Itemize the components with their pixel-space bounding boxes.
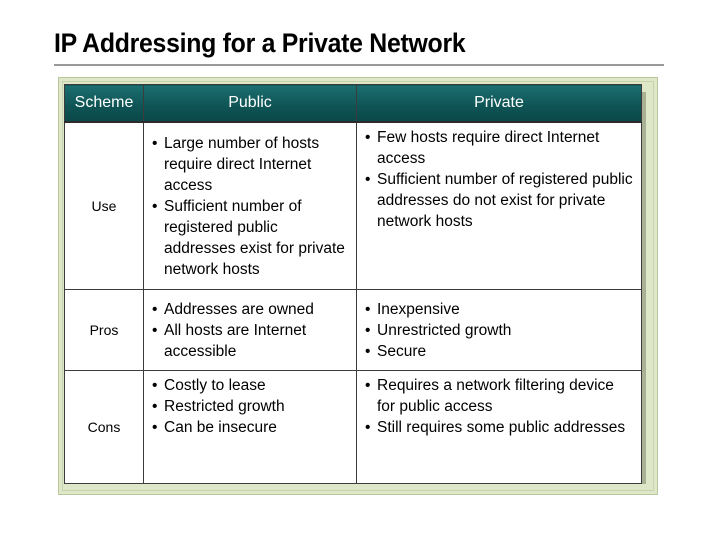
list-item: • Unrestricted growth	[365, 320, 635, 341]
list-item: • Inexpensive	[365, 299, 635, 320]
header-scheme: Scheme	[65, 85, 144, 123]
list-item: • Secure	[365, 341, 635, 362]
row-label-cons: Cons	[65, 371, 144, 484]
row-label-use: Use	[65, 122, 144, 290]
cell-cons-public	[144, 371, 357, 484]
list-item: • Large number of hosts require direct Internet access	[152, 133, 350, 196]
cell-pros-public	[144, 290, 357, 371]
list-item: • All hosts are Internet accessible	[152, 320, 350, 362]
table-row-cons	[65, 371, 642, 484]
header-row	[65, 85, 642, 123]
list-item: • Sufficient number of registered public addresses do not exist for private network hosts	[365, 169, 635, 232]
cell-use-private	[357, 122, 642, 290]
comparison-table	[64, 84, 642, 484]
table-row-pros	[65, 290, 642, 371]
list-item: • Can be insecure	[152, 417, 350, 438]
bullet-list	[357, 295, 641, 366]
bullet-list	[144, 295, 356, 366]
list-item: • Still requires some public addresses	[365, 417, 635, 438]
list-item: • Addresses are owned	[152, 299, 350, 320]
bullet-list	[357, 371, 641, 442]
bullet-list	[144, 371, 356, 442]
list-item: • Few hosts require direct Internet access	[365, 127, 635, 169]
cell-cons-private	[357, 371, 642, 484]
title-underline	[54, 64, 664, 66]
bullet-list	[357, 123, 641, 236]
list-item: • Restricted growth	[152, 396, 350, 417]
cell-use-public	[144, 122, 357, 290]
bullet-list	[144, 129, 356, 284]
list-item: • Costly to lease	[152, 375, 350, 396]
list-item: • Requires a network filtering device for public access	[365, 375, 635, 417]
row-label-pros: Pros	[65, 290, 144, 371]
cell-pros-private	[357, 290, 642, 371]
header-private: Private	[357, 85, 642, 123]
page-title: IP Addressing for a Private Network	[54, 28, 466, 58]
header-public: Public	[144, 85, 357, 123]
table-row-use	[65, 122, 642, 290]
list-item: • Sufficient number of registered public addresses exist for private network hosts	[152, 196, 350, 280]
